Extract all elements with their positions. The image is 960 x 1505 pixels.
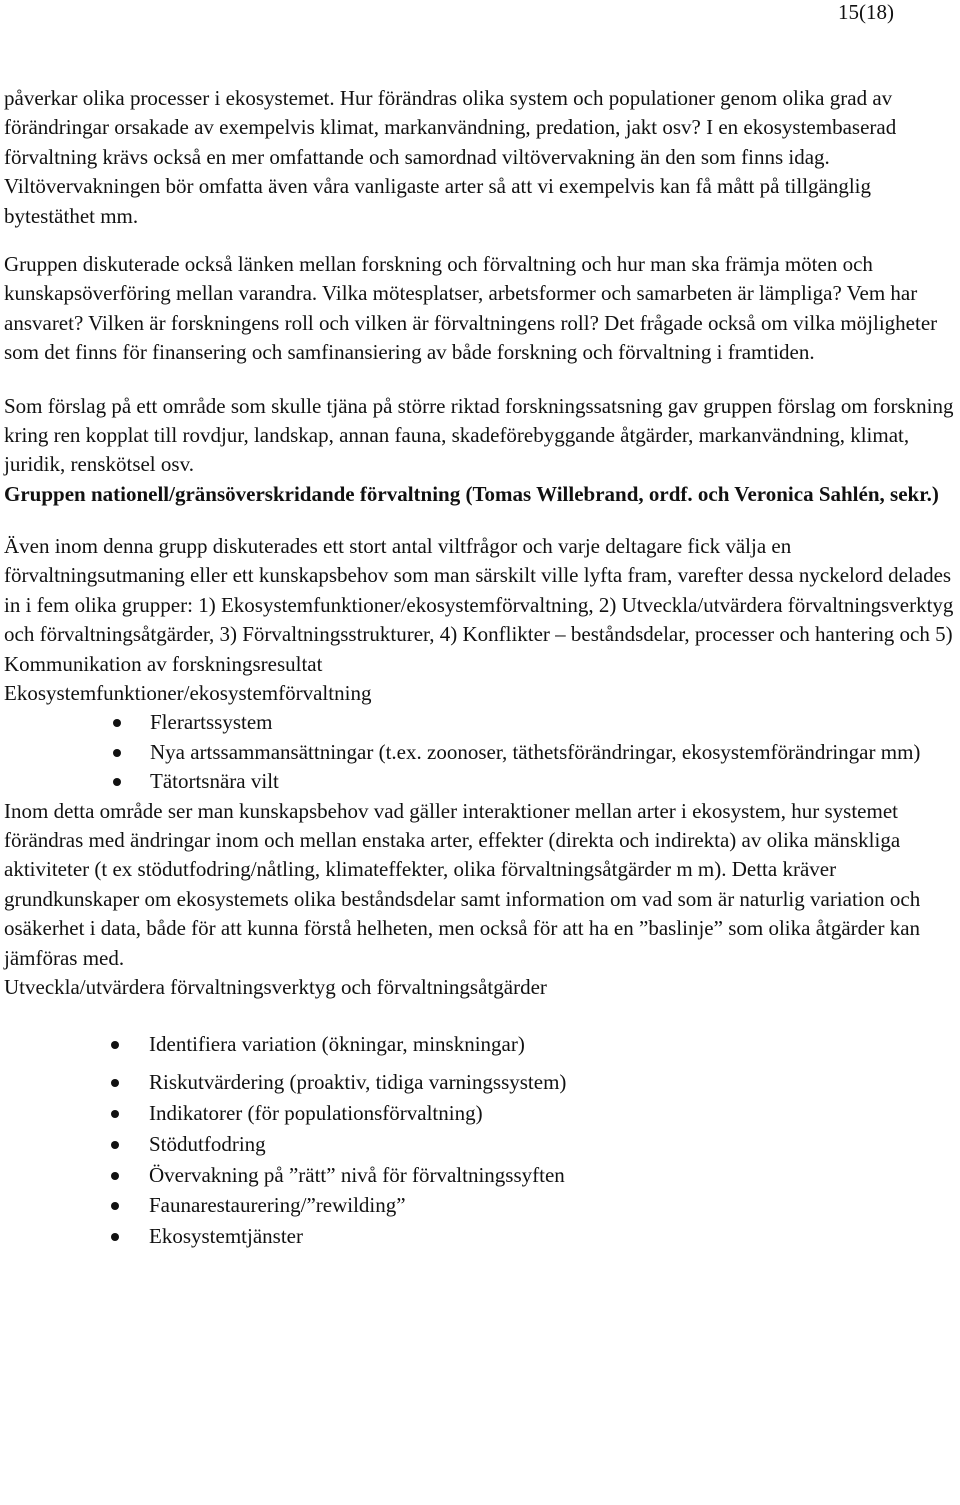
bullet-icon xyxy=(111,1079,119,1087)
bullet-icon xyxy=(113,749,121,757)
list-item xyxy=(4,1099,956,1128)
bullet-icon xyxy=(113,778,121,786)
paragraph-group-discussion: Även inom denna grupp diskuterades ett stort antal viltfrågor och varje deltagare fick välja en förvaltningsutmaning eller ett kunskapsbehov som man särskilt ville lyfta fram, varefter dessa nyckelord delades in i fem olika grupper: 1) Ekosystemfunktioner/ekosystemförvaltning, 2) Utveckla/utvärdera förvaltningsverktyg och förvaltningsåtgärder, 3) Förvaltningsstrukturer, 4) Konflikter – beståndsdelar, processer och hantering och 5) Kommunikation av forskningsresultat xyxy=(4,533,954,676)
subheading-ecosystem-functions: Ekosystemfunktioner/ekosystemförvaltning xyxy=(4,680,372,705)
list-item-text: Nya artssammansättningar (t.ex. zoonoser, täthetsförändringar, ekosystemförändringar mm) xyxy=(150,739,921,764)
list-item xyxy=(4,708,956,737)
list-item-text: Ekosystemtjänster xyxy=(149,1224,303,1249)
bullet-list-management-tools xyxy=(4,1030,956,1251)
list-item xyxy=(4,1130,956,1159)
list-item-text: Indikatorer (för populationsförvaltning) xyxy=(149,1100,483,1125)
paragraph-knowledge-needs: Inom detta område ser man kunskapsbehov vad gäller interaktioner mellan arter i ekosystem, hur systemet förändras med ändringar inom och mellan enstaka arter, effekter (direkta och indirekta) av olika mänskliga aktiviteter (t ex stödutfodring/nåtling, klimateffekter, olika förvaltningsåtgärder m m). Detta kräver grundkunskaper om ekosystemets olika beståndsdelar samt information om vad som är naturlig variation och osäkerhet i data, både för att kunna förstå helheten, men också för att ha en ”baslinje” som olika åtgärder kan jämföras med. xyxy=(4,798,921,970)
bullet-list-ecosystem xyxy=(4,708,956,796)
list-item xyxy=(4,1161,956,1190)
list-item xyxy=(4,1222,956,1251)
bullet-icon xyxy=(111,1041,119,1049)
paragraph-research-proposal: Som förslag på ett område som skulle tjäna på större riktad forskningssatsning gav gruppen förslag om forskning kring ren kopplat till rovdjur, landskap, annan fauna, skadeförebyggande åtgärder, markanvändning, klimat, juridik, renskötsel osv. xyxy=(4,393,954,477)
paragraph-research-management-link: Gruppen diskuterade också länken mellan forskning och förvaltning och hur man ska främja möten och kunskapsöverföring mellan varandra. Vilka mötesplatser, arbetsformer och samarbeten är lämpliga? Vem har ansvaret? Vilken är forskningens roll och vilken är förvaltningens roll? Det frågade också om vilka möjligheter som det finns för finansering och samfinansiering av både forskning och förvaltning i framtiden. xyxy=(4,252,938,365)
list-item xyxy=(4,1030,956,1059)
section-heading-national-group: Gruppen nationell/gränsöverskridande förvaltning (Tomas Willebrand, ordf. och Veronica Sahlén, sekr.) xyxy=(4,481,939,506)
list-item-text: Faunarestaurering/”rewilding” xyxy=(149,1193,406,1218)
bullet-icon xyxy=(111,1110,119,1118)
bullet-icon xyxy=(111,1233,119,1241)
bullet-icon xyxy=(113,719,121,727)
list-item xyxy=(4,767,956,796)
list-item-text: Övervakning på ”rätt” nivå för förvaltningssyften xyxy=(149,1162,565,1187)
list-item xyxy=(4,1191,956,1220)
list-item-text: Identifiera variation (ökningar, minskningar) xyxy=(149,1032,525,1057)
list-item-text: Flerartssystem xyxy=(150,710,273,735)
subheading-management-tools: Utveckla/utvärdera förvaltningsverktyg och förvaltningsåtgärder xyxy=(4,974,547,999)
document-body xyxy=(4,84,956,1253)
bullet-icon xyxy=(111,1202,119,1210)
page-number: 15(18) xyxy=(838,0,894,24)
list-item xyxy=(4,738,956,767)
bullet-icon xyxy=(111,1172,119,1180)
bullet-icon xyxy=(111,1141,119,1149)
list-item-text: Tätortsnära vilt xyxy=(150,769,279,794)
list-item xyxy=(4,1068,956,1097)
paragraph-ecosystem-monitoring: påverkar olika processer i ekosystemet. Hur förändras olika system och populationer genom olika grad av förändringar orsakade av exempelvis klimat, markanvändning, predation, jakt osv? I en ekosystembaserad förvaltning krävs också en mer omfattande och samordnad viltövervakning än den som finns idag. Viltövervakningen bör omfatta även våra vanligaste arter så att vi exempelvis kan få mått på tillgänglig bytestäthet mm. xyxy=(4,86,897,228)
list-item-text: Riskutvärdering (proaktiv, tidiga varningssystem) xyxy=(149,1069,567,1094)
list-item-text: Stödutfodring xyxy=(149,1131,266,1156)
